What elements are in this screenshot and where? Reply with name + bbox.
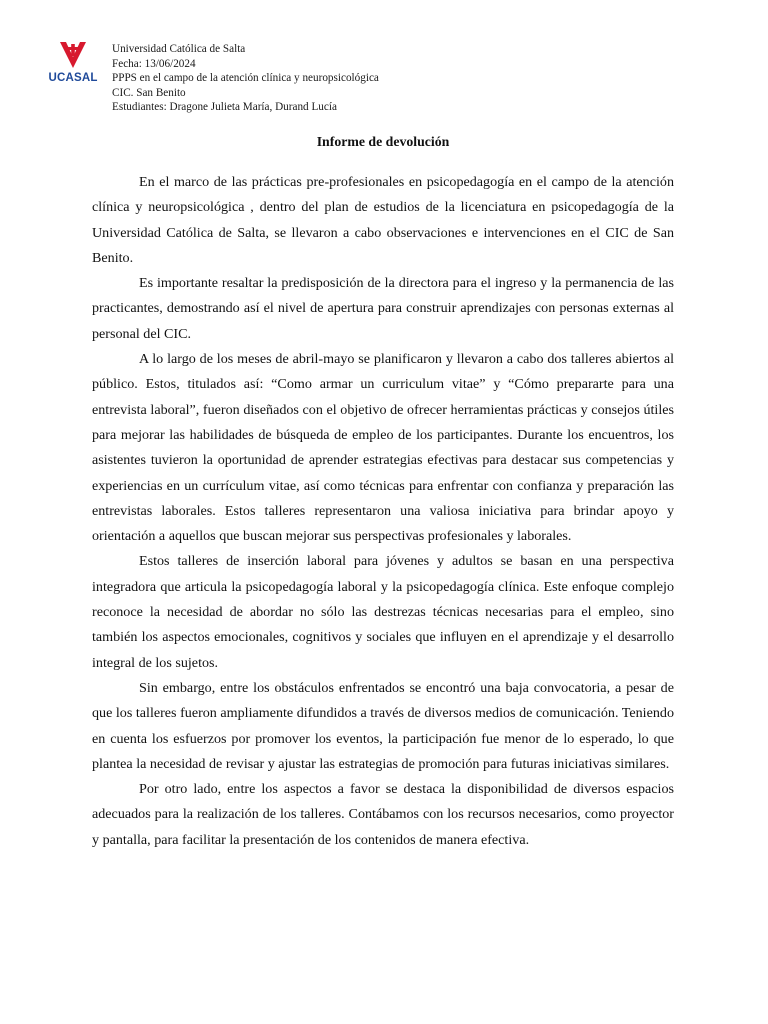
paragraph-2: Es importante resaltar la predisposición de la directora para el ingreso y la permanencia de las practicantes, demostrando así el nivel de apertura para construir aprendizajes con personas externas al personal del CIC.: [92, 275, 674, 342]
header-institution: CIC. San Benito: [112, 86, 186, 99]
ucasal-logo: [48, 40, 98, 86]
header-date: Fecha: 13/06/2024: [112, 57, 196, 70]
header-program: PPPS en el campo de la atención clínica y neuropsicológica: [112, 72, 379, 85]
paragraph-5: Sin embargo, entre los obstáculos enfrentados se encontró una baja convocatoria, a pesar de que los talleres fueron ampliamente difundidos a través de diversos medios de comunicación. Teniendo en cuenta los esfuerzos por promover los eventos, la participación fue menor de lo esperado, lo que plantea la necesidad de revisar y ajustar las estrategias de promoción para futuras iniciativas similares.: [92, 679, 674, 772]
paragraph-6: Por otro lado, entre los aspectos a favor se destaca la disponibilidad de diversos espacios adecuados para la realización de los talleres. Contábamos con los recursos necesarios, como proyector y pantalla, para facilitar la presentación de los contenidos de manera efectiva.: [92, 781, 674, 848]
paragraph-1: En el marco de las prácticas pre-profesionales en psicopedagogía en el campo de la atención clínica y neuropsicológica , dentro del plan de estudios de la licenciatura en psicopedagogía de la Universidad Católica de Salta, se llevaron a cabo observaciones e intervenciones en el CIC de San Benito.: [92, 174, 674, 266]
report-title: Informe de devolución: [316, 134, 450, 149]
header-students: Estudiantes: Dragone Julieta María, Durand Lucía: [112, 101, 337, 114]
paragraph-4: Estos talleres de inserción laboral para jóvenes y adultos se basan en una perspectiva integradora que articula la psicopedagogía laboral y la psicopedagogía clínica. Este enfoque complejo reconoce la necesidad de abordar no sólo las destrezas técnicas necesarias para el empleo, sino también los aspectos emocionales, cognitivos y sociales que influyen en el aprendizaje y el desarrollo integral de los sujetos.: [92, 553, 674, 671]
document-header: [112, 42, 379, 115]
report-body: [92, 170, 674, 853]
header-university: Universidad Católica de Salta: [112, 43, 246, 55]
paragraph-3: A lo largo de los meses de abril-mayo se planificaron y llevaron a cabo dos talleres abiertos al público. Estos, titulados así: “Como armar un curriculum vitae” y “Cómo prepararte para una entrevista laboral”, fueron diseñados con el objetivo de ofrecer herramientas prácticas y consejos útiles para mejorar las habilidades de búsqueda de empleo de los participantes. Durante los encuentros, los asistentes tuvieron la oportunidad de aprender estrategias efectivas para destacar sus competencias y experiencias en un currículum vitae, así como técnicas para enfrentar con confianza y preparación las entrevistas laborales. Estos talleres representaron una valiosa iniciativa para brindar apoyo y orientación a aquellos que buscan mejorar sus perspectivas profesionales y laborales.: [92, 351, 674, 545]
ucasal-logo-text: UCASAL: [48, 72, 98, 84]
ucasal-emblem-icon: [48, 40, 98, 72]
